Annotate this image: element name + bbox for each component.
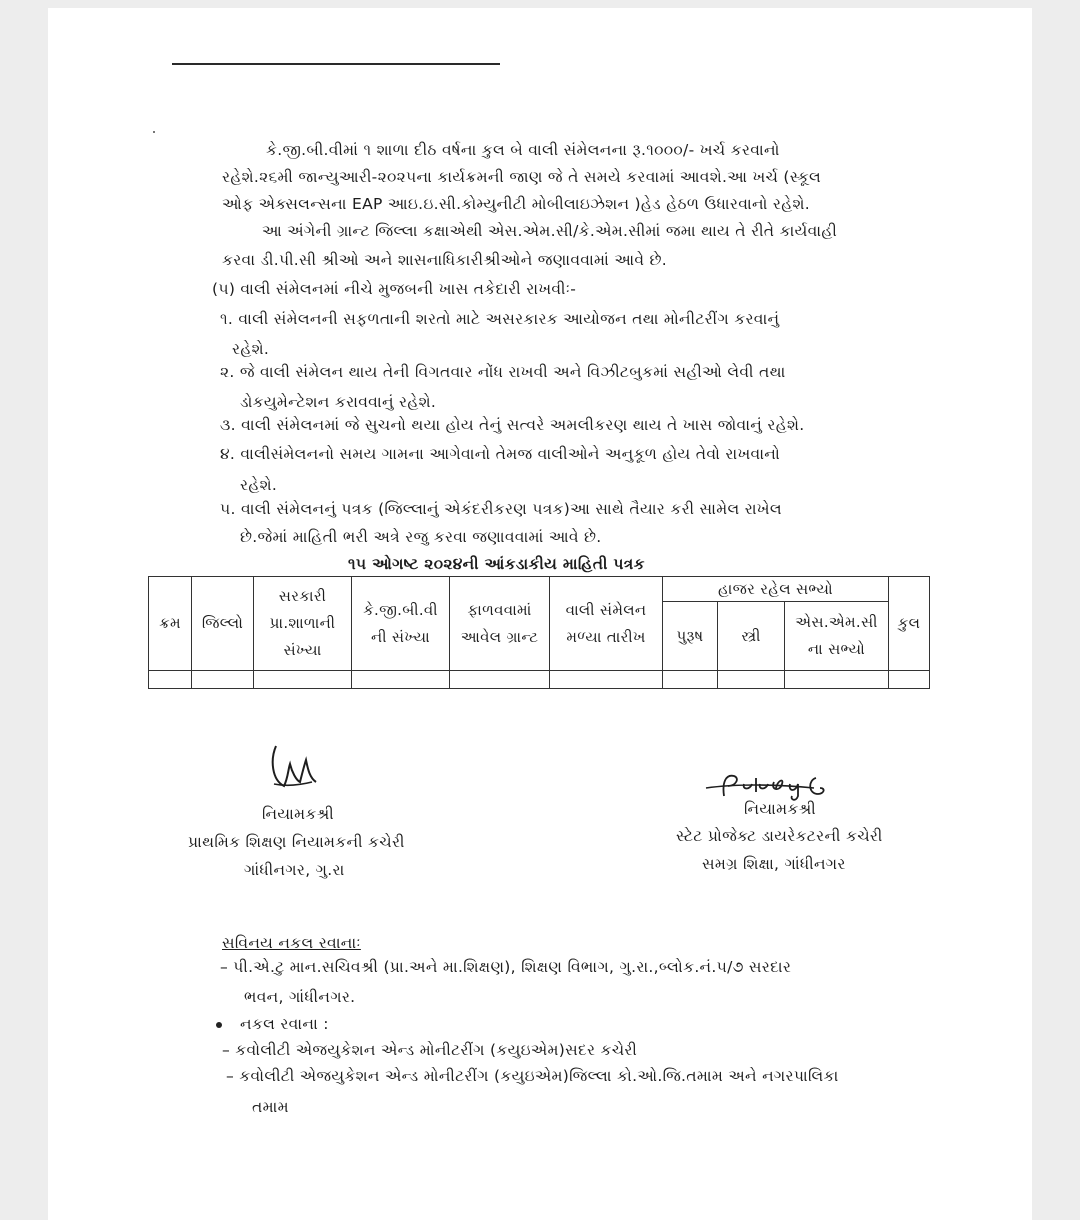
top-rule xyxy=(172,63,500,65)
header-grant: ફાળવવામાં આવેલ ગ્રાન્ટ xyxy=(450,577,550,671)
para1-line3: ઓફ એક્સલન્સના EAP આઇ.ઇ.સી.કોમ્યુનીટી મોબીલાઇઝેશન )હેડ હેઠળ ઉધારવાનો રહેશે. xyxy=(222,195,811,213)
item4-line1: ૪. વાલીસંમેલનનો સમય ગામના આગેવાનો તેમજ વાલીઓને અનુકૂળ હોય તેવો રાખવાનો xyxy=(220,445,781,463)
copies-item3-line1: – કવોલીટી એજયુકેશન એન્ડ મોનીટરીંગ (કયુઇએમ)જિલ્લા કો.ઓ.જિ.તમામ અને નગરપાલિકા xyxy=(226,1067,839,1085)
left-signatory-place: ગાંધીનગર, ગુ.રા xyxy=(244,861,345,879)
table-cell xyxy=(192,671,254,689)
header-smc: એસ.એમ.સી ના સભ્યો xyxy=(785,602,889,671)
header-male: પુરૂષ xyxy=(663,602,718,671)
table-header-row xyxy=(149,577,930,602)
para1-line2: રહેશે.૨૬મી જાન્યુઆરી-૨૦૨૫ના કાર્યક્રમની જાણ જે તે સમયે કરવામાં આવશે.આ ખર્ચ (સ્કૂલ xyxy=(222,168,822,186)
item5-line2: છે.જેમાં માહિતી ભરી અત્રે રજુ કરવા જણાવવામાં આવે છે. xyxy=(240,528,602,546)
item2-line2: ડોકયુમેન્ટેશન કરાવવાનું રહેશે. xyxy=(240,393,437,411)
table-title: ૧૫ ઓગષ્ટ ૨૦૨૪ની આંકડાકીય માહિતી પત્રક xyxy=(348,555,645,573)
copies-item3-line2: તમામ xyxy=(252,1098,289,1116)
right-signatory-office: સ્ટેટ પ્રોજેક્ટ ડાયરેકટરની કચેરી xyxy=(676,827,883,845)
statistics-table xyxy=(148,576,930,689)
left-signatory-title: નિયામકશ્રી xyxy=(262,805,334,823)
table-cell xyxy=(352,671,450,689)
bullet-icon xyxy=(216,1022,222,1028)
header-kgbv: કે.જી.બી.વી ની સંખ્યા xyxy=(352,577,450,671)
copies-item1-line2: ભવન, ગાંધીનગર. xyxy=(244,988,356,1006)
section5-heading: (૫) વાલી સંમેલનમાં નીચે મુજબની ખાસ તકેદારી રાખવીઃ- xyxy=(212,280,577,298)
item1-line1: ૧. વાલી સંમેલનની સફળતાની શરતો માટે અસરકારક આયોજન તથા મોનીટરીંગ કરવાનું xyxy=(220,310,780,328)
table-row xyxy=(149,671,930,689)
speck xyxy=(153,131,155,133)
header-total: કુલ xyxy=(889,577,930,671)
table-cell xyxy=(718,671,785,689)
left-signatory-office: પ્રાથમિક શિક્ષણ નિયામકની કચેરી xyxy=(188,833,405,851)
table-cell xyxy=(663,671,718,689)
header-date: વાલી સંમેલન મળ્યા તારીખ xyxy=(550,577,663,671)
copies-item2: – કવોલીટી એજયુકેશન એન્ડ મોનીટરીંગ (કયુઇએમ)સદર કચેરી xyxy=(222,1041,638,1059)
table-cell xyxy=(450,671,550,689)
right-signatory-place: સમગ્ર શિક્ષા, ગાંધીનગર xyxy=(702,855,846,873)
right-signatory-title: નિયામકશ્રી xyxy=(744,800,816,818)
item1-line2: રહેશે. xyxy=(232,340,270,358)
header-present-group: હાજર રહેલ સભ્યો xyxy=(663,577,889,602)
item2-line1: ૨. જે વાલી સંમેલન થાય તેની વિગતવાર નોંધ રાખવી અને વિઝીટબુકમાં સહીઓ લેવી તથા xyxy=(220,363,786,381)
copy-heading: નકલ રવાના : xyxy=(240,1015,329,1033)
item5-line1: ૫. વાલી સંમેલનનું પત્રક (જિલ્લાનું એકંદરીકરણ પત્રક)આ સાથે તૈયાર કરી સામેલ રાખેલ xyxy=(220,500,782,518)
copies-heading: સવિનય નકલ રવાનાઃ xyxy=(222,934,361,952)
item3-line1: ૩. વાલી સંમેલનમાં જે સુચનો થયા હોય તેનું સત્વરે અમલીકરણ થાય તે ખાસ જોવાનું રહેશે. xyxy=(220,416,805,434)
item4-line2: રહેશે. xyxy=(240,476,278,494)
para2-line1: આ અંગેની ગ્રાન્ટ જિલ્લા કક્ષાએથી એસ.એમ.સી/કે.એમ.સીમાં જમા થાય તે રીતે કાર્યવાહી xyxy=(262,222,838,240)
table-cell xyxy=(149,671,192,689)
copies-item1-line1: – પી.એ.ટુ માન.સચિવશ્રી (પ્રા.અને મા.શિક્ષણ), શિક્ષણ વિભાગ, ગુ.રા.,બ્લોક.નં.૫/૭ સરદાર xyxy=(220,958,792,976)
left-handwritten-signature xyxy=(266,742,322,798)
header-jillo: જિલ્લો xyxy=(192,577,254,671)
header-sarkari: સરકારી પ્રા.શાળાની સંખ્યા xyxy=(254,577,352,671)
para1-line1: કે.જી.બી.વીમાં ૧ શાળા દીઠ વર્ષના કુલ બે વાલી સંમેલનના રૂ.૧૦૦૦/- ખર્ચ કરવાનો xyxy=(266,141,780,159)
para2-line2: કરવા ડી.પી.સી શ્રીઓ અને શાસનાધિકારીશ્રીઓને જણાવવામાં આવે છે. xyxy=(222,251,668,269)
table-cell xyxy=(254,671,352,689)
header-kram: ક્રમ xyxy=(149,577,192,671)
table-cell xyxy=(785,671,889,689)
table-cell xyxy=(889,671,930,689)
header-female: સ્ત્રી xyxy=(718,602,785,671)
table-cell xyxy=(550,671,663,689)
